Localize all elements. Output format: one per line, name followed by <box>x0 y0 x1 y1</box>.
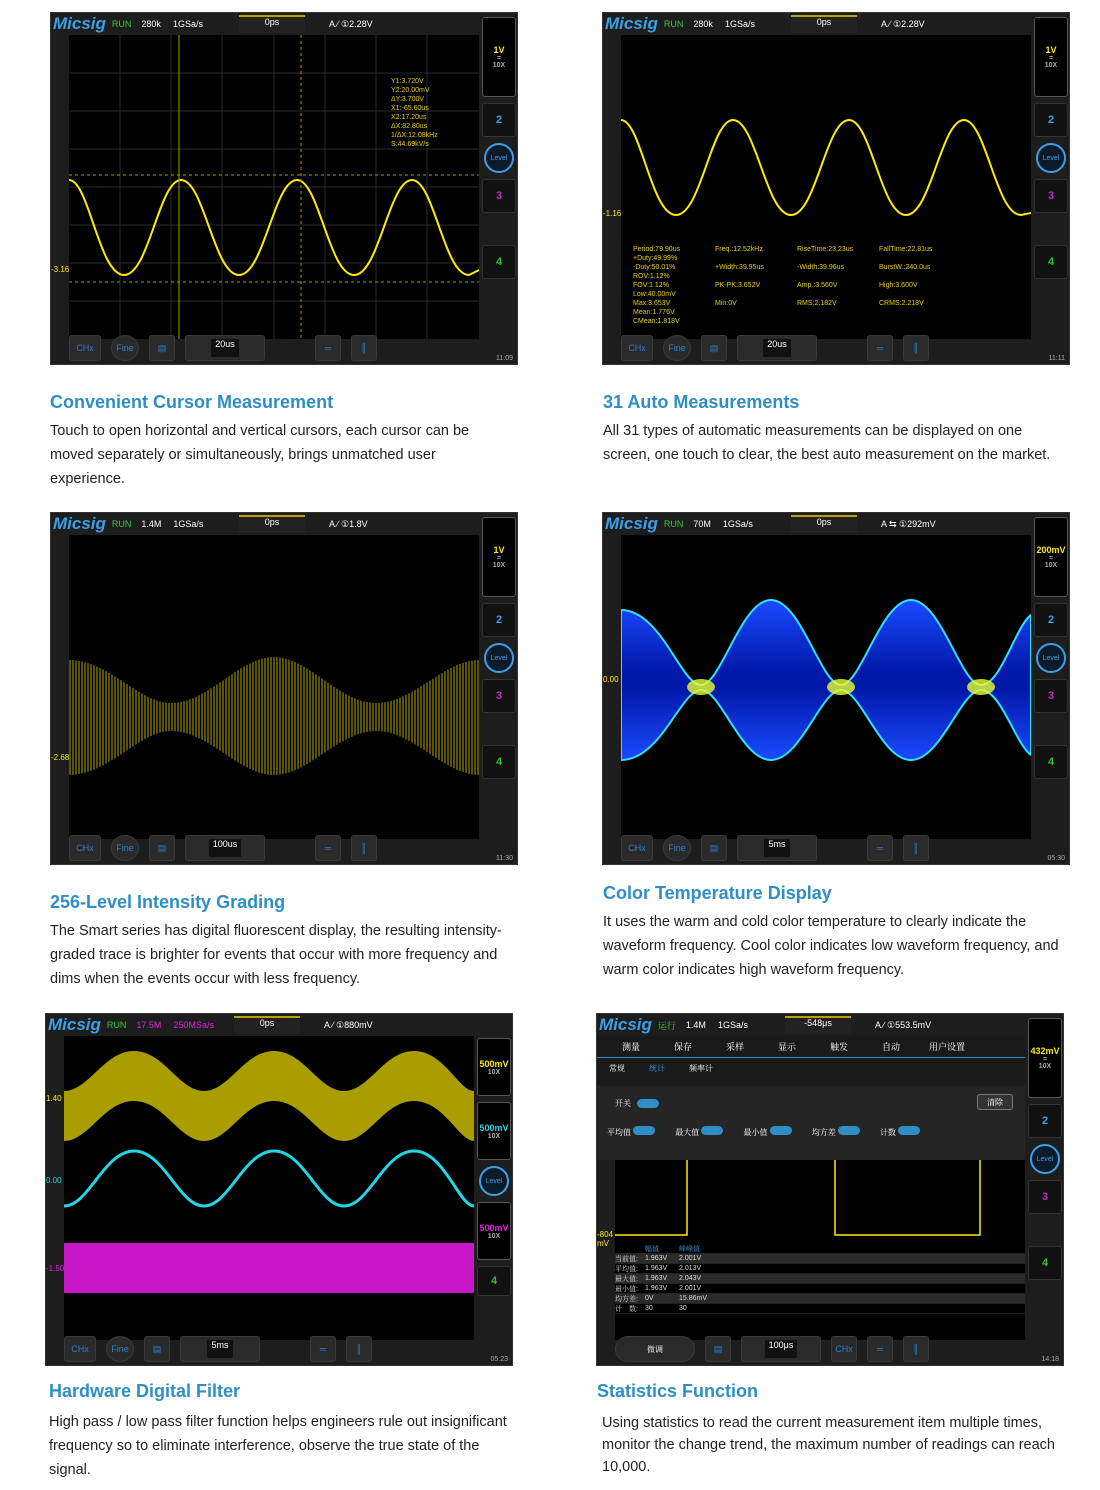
clock: 14:18 <box>1041 1356 1059 1363</box>
table-row <box>615 1254 1025 1264</box>
table-cell: 2.001V <box>679 1285 702 1292</box>
measurement-item: High:3.600V <box>879 282 918 289</box>
measurement-item: Period:79.90us <box>633 246 681 253</box>
menu-tab[interactable]: 采样 <box>725 1042 744 1052</box>
sample-rate: 1GSa/s <box>172 19 203 29</box>
ch1-scale-button[interactable] <box>477 1038 511 1096</box>
waveform-display[interactable] <box>69 535 479 839</box>
time-position[interactable]: -548μs <box>785 1016 851 1034</box>
measurement-panel[interactable] <box>633 245 1031 326</box>
table-header: 幅值 <box>645 1245 659 1253</box>
feature-desc-stats: Using statistics to read the current measurement item multiple times, monitor the change trend, the maximum number of readings can reach 10,000. <box>602 1415 1055 1475</box>
ch4-button[interactable]: 4 <box>477 1266 511 1296</box>
vertical-cursor-icon[interactable]: ║ <box>903 335 929 361</box>
timebase-value: 20us <box>211 339 239 357</box>
waveform-display[interactable] <box>615 1160 1025 1340</box>
trigger-setting[interactable]: A ⇆ ①292mV <box>881 519 936 529</box>
vertical-cursor-icon[interactable]: ║ <box>903 1336 929 1362</box>
brand-logo: Micsig <box>48 1015 101 1034</box>
chx-button[interactable]: CHx <box>69 835 101 861</box>
fine-button[interactable]: Fine <box>663 335 691 361</box>
timebase-value: 20us <box>763 339 791 357</box>
timebase-value: 100μs <box>765 1340 798 1358</box>
measurement-item: FOV:1.12% <box>633 282 669 289</box>
trigger-setting[interactable]: A ∕ ①553.5mV <box>875 1020 932 1030</box>
ch1-scale-button[interactable] <box>482 17 516 97</box>
scope-topbar <box>603 13 767 35</box>
bottom-toolbar <box>51 830 377 865</box>
horizontal-cursor-icon[interactable]: ═ <box>315 335 341 361</box>
bottom-toolbar <box>51 330 377 365</box>
waveform-display[interactable] <box>621 535 1031 839</box>
ch2-scale: 500mV <box>479 1122 509 1133</box>
channel-sidebar <box>1027 1014 1063 1280</box>
stats-toggle-min[interactable] <box>743 1126 791 1138</box>
measurement-item: ROV:1.12% <box>633 273 670 280</box>
ch3-button[interactable]: 3 <box>1028 1180 1062 1214</box>
time-position[interactable]: 0ps <box>791 15 857 33</box>
ch1-color-envelope <box>621 600 1031 760</box>
save-icon[interactable]: ▤ <box>149 835 175 861</box>
measurement-item: Amp.:3.560V <box>797 282 838 289</box>
warm-node <box>827 679 855 695</box>
feature-desc-auto: All 31 types of automatic measurements can be displayed on one screen, one touch to clear, the best auto measurement on the market. <box>603 423 1051 463</box>
ch2-offset-marker[interactable]: 0.00 <box>46 1176 62 1185</box>
toggle-label: 计数 <box>879 1128 896 1137</box>
clock: 11:11 <box>1048 355 1065 362</box>
ch1-coupling: = <box>1048 555 1054 562</box>
table-row <box>615 1274 1025 1284</box>
feature-heading-auto: 31 Auto Measurements <box>603 392 800 412</box>
cursor-readout-line: S:44.69kV/s <box>391 141 429 148</box>
table-cell: 平均值: <box>615 1265 638 1273</box>
measurement-item: +Duty:49.99% <box>633 255 678 262</box>
toggle-label: 平均值 <box>607 1128 631 1137</box>
toggle-label: 最小值 <box>743 1128 768 1137</box>
sample-rate: 1GSa/s <box>722 519 753 529</box>
ch1-scale-button[interactable] <box>482 517 516 597</box>
run-status[interactable]: RUN <box>663 19 684 29</box>
memory-depth[interactable]: 17.5M <box>136 1020 162 1030</box>
ch1-scale: 1V <box>493 545 505 555</box>
ch2-button[interactable]: 2 <box>1034 603 1068 637</box>
ch1-intensity-envelope <box>69 657 479 775</box>
fine-adjust-control[interactable] <box>615 1336 695 1362</box>
timebase-control[interactable] <box>737 835 817 861</box>
sub-tabs <box>597 1058 1025 1078</box>
ch3-scale-button[interactable] <box>477 1202 511 1260</box>
scope-screenshot-stats <box>596 1013 1064 1366</box>
table-cell: 2.001V <box>679 1255 702 1262</box>
ch2-button[interactable]: 2 <box>1028 1104 1062 1138</box>
feature-heading-intensity: 256-Level Intensity Grading <box>50 892 286 912</box>
clear-button[interactable]: 清除 <box>977 1094 1013 1110</box>
toggle-icon[interactable] <box>701 1126 723 1135</box>
channel-sidebar <box>1033 13 1069 279</box>
measurement-item: Max:3.653V <box>633 300 671 307</box>
feature-desc-filter: High pass / low pass filter function helps engineers rule out insignificant frequency so to eliminate interference, observe the true state of the signal. <box>49 1414 507 1478</box>
measurement-item: Freq.:12.52kHz <box>715 246 763 253</box>
clock: 05:23 <box>490 1356 508 1363</box>
feature-heading-cursor: Convenient Cursor Measurement <box>50 392 334 412</box>
scope-screenshot-filter <box>45 1013 513 1366</box>
trigger-setting[interactable]: A ∕ ①880mV <box>324 1020 373 1030</box>
bottom-toolbar <box>46 1331 372 1366</box>
measurement-item: BurstW.:240.0us <box>879 264 931 271</box>
ch2-trace <box>64 1151 474 1206</box>
warm-node <box>967 679 995 695</box>
ch2-button[interactable]: 2 <box>482 603 516 637</box>
table-row <box>615 1284 1025 1294</box>
memory-depth[interactable]: 1.4M <box>685 1020 706 1030</box>
timebase-control[interactable] <box>185 835 265 861</box>
horizontal-cursor-icon[interactable]: ═ <box>867 835 893 861</box>
chx-button[interactable]: CHx <box>621 835 653 861</box>
ch1-scale-button[interactable] <box>1028 1018 1062 1098</box>
stats-table-header <box>615 1244 1025 1254</box>
level-button[interactable]: Level <box>1036 143 1066 173</box>
table-cell: 1.963V <box>645 1275 668 1282</box>
timebase-control[interactable] <box>185 335 265 361</box>
ch1-offset-marker[interactable]: -804 mV <box>597 1230 614 1248</box>
stats-toggle-max[interactable] <box>675 1126 723 1138</box>
memory-depth[interactable]: 280k <box>693 19 713 29</box>
ch1-coupling: = <box>1048 55 1054 62</box>
toggle-label: 均方差 <box>811 1128 836 1137</box>
scope-screenshot-cursor <box>50 12 518 365</box>
cursor-readout-line: X2:17.20us <box>391 114 427 121</box>
sample-rate: 1GSa/s <box>717 1020 748 1030</box>
ch1-scale: 500mV <box>479 1058 509 1069</box>
feature-heading-stats: Statistics Function <box>597 1381 759 1401</box>
measure-menu <box>597 1036 1025 1160</box>
ch3-probe: 10X <box>487 1232 501 1240</box>
timebase-value: 5ms <box>207 1340 232 1358</box>
toggle-icon[interactable] <box>637 1099 659 1108</box>
table-cell: 最小值: <box>615 1285 638 1293</box>
waveform-svg <box>69 535 479 839</box>
sub-tab[interactable]: 频率计 <box>689 1063 713 1073</box>
run-status[interactable]: RUN <box>663 519 684 529</box>
measurement-item: RMS:2.182V <box>797 300 837 307</box>
table-cell: 计 数: <box>615 1305 638 1313</box>
ch1-offset-marker[interactable]: 0.00 <box>603 675 619 684</box>
cursor-readout-line: ΔX:82.80us <box>391 123 428 130</box>
bottom-toolbar <box>603 830 929 865</box>
fine-adjust-label: 微调 <box>647 1344 663 1354</box>
ch1-offset-marker[interactable]: -1.16 <box>603 209 622 218</box>
save-icon[interactable]: ▤ <box>144 1336 170 1362</box>
ch3-button[interactable]: 3 <box>482 679 516 713</box>
sub-tab[interactable]: 常规 <box>609 1063 625 1073</box>
ch2-button[interactable]: 2 <box>1034 103 1068 137</box>
vertical-cursor-icon[interactable]: ║ <box>903 835 929 861</box>
measurement-item: Low:40.00mV <box>633 291 676 298</box>
toggle-icon[interactable] <box>898 1126 920 1135</box>
brand-logo: Micsig <box>605 514 658 533</box>
menu-tab[interactable]: 自动 <box>881 1042 900 1052</box>
level-button[interactable]: Level <box>484 643 514 673</box>
waveform-display[interactable] <box>64 1036 474 1340</box>
ch1-scale: 200mV <box>1036 545 1066 555</box>
run-status[interactable]: 运行 <box>657 1020 676 1031</box>
menu-tabs <box>597 1036 1025 1058</box>
table-cell: 当前值: <box>615 1255 638 1263</box>
timebase-value: 100us <box>209 839 242 857</box>
horizontal-cursor-icon[interactable]: ═ <box>310 1336 336 1362</box>
timebase-control[interactable] <box>741 1336 821 1362</box>
ch1-probe: 10X <box>492 62 506 69</box>
ch3-scale: 500mV <box>479 1222 509 1233</box>
scope-screenshot-color <box>602 512 1070 865</box>
waveform-svg <box>64 1036 474 1340</box>
ch4-button[interactable]: 4 <box>1034 245 1068 279</box>
ch1-pulse-trace <box>615 1160 980 1235</box>
scope-topbar <box>597 1014 760 1036</box>
trigger-setting[interactable]: A ∕ ①2.28V <box>329 19 373 29</box>
menu-tab[interactable]: 触发 <box>829 1042 848 1052</box>
measurement-row <box>633 245 1031 263</box>
ch1-probe: 10X <box>1044 62 1058 69</box>
feature-desc-intensity: The Smart series has digital fluorescent display, the resulting intensity-graded trace is brighter for events that occur with more frequency and dims when the events occur with less frequency. <box>50 923 502 987</box>
scope-topbar <box>51 513 215 535</box>
stats-switch[interactable] <box>615 1098 659 1109</box>
cursor-readout <box>391 77 438 149</box>
ch1-coupling: = <box>496 55 502 62</box>
measurement-row <box>633 299 1031 317</box>
ch1-coupling: = <box>496 555 502 562</box>
channel-sidebar <box>481 513 517 779</box>
ch3-offset-marker[interactable]: -1.50 <box>46 1264 65 1273</box>
brand-logo: Micsig <box>53 514 106 533</box>
level-button[interactable]: Level <box>1036 643 1066 673</box>
table-cell: 30 <box>645 1305 653 1312</box>
scope-screenshot-auto <box>602 12 1070 365</box>
ch1-offset-marker[interactable]: 1.40 <box>46 1094 62 1103</box>
stats-toggle-mean[interactable] <box>607 1126 655 1138</box>
time-position[interactable]: 0ps <box>234 1016 300 1034</box>
time-position[interactable]: 0ps <box>239 15 305 33</box>
chx-button[interactable]: CHx <box>621 335 653 361</box>
ch3-band <box>64 1243 474 1293</box>
run-status[interactable]: RUN <box>106 1020 127 1030</box>
trigger-setting[interactable]: A ∕ ①2.28V <box>881 19 925 29</box>
scope-topbar <box>51 13 215 35</box>
time-position[interactable]: 0ps <box>791 515 857 533</box>
horizontal-cursor-icon[interactable]: ═ <box>867 335 893 361</box>
ch3-button[interactable]: 3 <box>1034 179 1068 213</box>
scope-topbar <box>46 1014 226 1036</box>
scope-screenshot-intensity <box>50 512 518 865</box>
stats-switch-label: 开关 <box>615 1099 631 1108</box>
table-cell: 1.963V <box>645 1265 668 1272</box>
ch1-offset-marker[interactable]: -2.68 <box>51 753 70 762</box>
ch1-scale: 1V <box>493 45 505 55</box>
ch3-button[interactable]: 3 <box>482 179 516 213</box>
measurement-row <box>633 317 1031 326</box>
sample-rate: 250MSa/s <box>173 1020 214 1030</box>
toggle-icon[interactable] <box>770 1126 792 1135</box>
measurement-row <box>633 263 1031 281</box>
measurement-item: RiseTime:23.23us <box>797 246 854 253</box>
menu-tab[interactable]: 保存 <box>673 1042 692 1052</box>
stats-toggle-stddev[interactable] <box>812 1126 860 1138</box>
chx-button[interactable]: CHx <box>831 1336 857 1362</box>
measurement-item: Min:0V <box>715 300 737 307</box>
level-button[interactable]: Level <box>484 143 514 173</box>
brand-logo: Micsig <box>605 14 658 33</box>
channel-sidebar <box>1033 513 1069 779</box>
ch1-probe: 10X <box>1038 1063 1052 1070</box>
save-icon[interactable]: ▤ <box>701 335 727 361</box>
cursor-readout-line: ΔY:3.700V <box>391 96 425 103</box>
stats-toggles <box>607 1126 920 1138</box>
fine-button[interactable]: Fine <box>663 835 691 861</box>
table-cell: 0V <box>645 1295 654 1302</box>
vertical-cursor-icon[interactable]: ║ <box>351 835 377 861</box>
feature-heading-filter: Hardware Digital Filter <box>49 1381 241 1401</box>
ch4-button[interactable]: 4 <box>1034 745 1068 779</box>
run-status[interactable]: RUN <box>111 19 132 29</box>
ch1-coupling: = <box>1042 1056 1048 1063</box>
feature-desc-cursor: Touch to open horizontal and vertical cursors, each cursor can be moved separately or simultaneously, brings unmatched user experience. <box>50 423 470 487</box>
horizontal-cursor-icon[interactable]: ═ <box>867 1336 893 1362</box>
ch4-button[interactable]: 4 <box>482 745 516 779</box>
toggle-icon[interactable] <box>838 1126 860 1135</box>
chx-button[interactable]: CHx <box>69 335 101 361</box>
measurement-item: FallTime:22.81us <box>879 246 933 253</box>
menu-tab[interactable]: 显示 <box>777 1042 796 1052</box>
waveform-display[interactable] <box>621 35 1031 339</box>
clock: 11:09 <box>496 355 513 362</box>
sample-rate: 1GSa/s <box>173 519 204 529</box>
scope-topbar <box>603 513 765 535</box>
table-row <box>615 1304 1025 1314</box>
table-cell: 最大值: <box>615 1275 638 1283</box>
cursor-readout-line: 1/ΔX:12.08kHz <box>391 132 438 139</box>
vertical-cursor-icon[interactable]: ║ <box>346 1336 372 1362</box>
save-icon[interactable]: ▤ <box>701 835 727 861</box>
measurement-item: Mean:1.776V <box>633 309 675 316</box>
horizontal-cursor-icon[interactable]: ═ <box>315 835 341 861</box>
table-cell: 均方差: <box>615 1295 638 1303</box>
table-cell: 30 <box>679 1305 687 1312</box>
table-cell: 1.963V <box>645 1285 668 1292</box>
level-button[interactable]: Level <box>479 1166 509 1196</box>
table-cell: 1.963V <box>645 1255 668 1262</box>
ch1-trace <box>621 120 1031 215</box>
bottom-toolbar <box>603 330 929 365</box>
menu-tab[interactable]: 测量 <box>621 1042 640 1052</box>
ch1-probe: 10X <box>487 1068 501 1076</box>
measurement-item: -Duty:50.01% <box>633 264 676 271</box>
measurement-item: +Width:39.95us <box>715 264 764 271</box>
measurement-item: -Width:39.96us <box>797 264 845 271</box>
brand-logo: Micsig <box>599 1015 652 1034</box>
ch4-button[interactable]: 4 <box>1028 1246 1062 1280</box>
sub-tab-active[interactable]: 统计 <box>649 1063 665 1073</box>
ch2-button[interactable]: 2 <box>482 103 516 137</box>
channel-sidebar <box>476 1014 512 1296</box>
measurement-item: PK-PK:3.652V <box>715 282 761 289</box>
toggle-icon[interactable] <box>633 1126 655 1135</box>
run-status[interactable]: RUN <box>111 519 132 529</box>
ch2-scale-button[interactable] <box>477 1102 511 1160</box>
warm-node <box>687 679 715 695</box>
ch1-scale: 1V <box>1045 45 1057 55</box>
table-cell: 2.013V <box>679 1265 702 1272</box>
bottom-toolbar <box>597 1331 929 1366</box>
fine-button[interactable]: Fine <box>111 835 139 861</box>
ch3-button[interactable]: 3 <box>1034 679 1068 713</box>
ch1-probe: 10X <box>1044 562 1058 569</box>
save-icon[interactable]: ▤ <box>149 335 175 361</box>
cursor-readout-line: Y1:3.720V <box>391 78 424 85</box>
waveform-display[interactable] <box>69 35 479 339</box>
memory-depth[interactable]: 1.4M <box>141 519 162 529</box>
measurement-item: CRMS:2.218V <box>879 300 924 307</box>
ch1-offset-marker[interactable]: -3.16 <box>51 265 70 274</box>
feature-heading-color: Color Temperature Display <box>603 883 832 903</box>
timebase-control[interactable] <box>737 335 817 361</box>
stats-toggle-count[interactable] <box>880 1126 920 1138</box>
clock: 11:30 <box>496 855 513 862</box>
measurement-row <box>633 281 1031 299</box>
ch4-button[interactable]: 4 <box>482 245 516 279</box>
fine-button[interactable]: Fine <box>111 335 139 361</box>
chx-button[interactable]: CHx <box>64 1336 96 1362</box>
save-icon[interactable]: ▤ <box>705 1336 731 1362</box>
brand-logo: Micsig <box>53 14 106 33</box>
memory-depth[interactable]: 70M <box>693 519 711 529</box>
table-row <box>615 1264 1025 1274</box>
timebase-control[interactable] <box>180 1336 260 1362</box>
trigger-setting[interactable]: A ∕ ①1.8V <box>329 519 368 529</box>
stats-table <box>615 1244 1025 1314</box>
feature-desc-color: It uses the warm and cold color temperature to clearly indicate the waveform frequency. Cool color indicates low waveform frequency, and warm color indicates high waveform frequency. <box>603 914 1059 978</box>
ch1-scale-button[interactable] <box>1034 17 1068 97</box>
ch1-scale-button[interactable] <box>1034 517 1068 597</box>
sample-rate: 1GSa/s <box>724 19 755 29</box>
vertical-cursor-icon[interactable]: ║ <box>351 335 377 361</box>
table-cell: 2.043V <box>679 1275 702 1282</box>
waveform-svg <box>621 535 1031 839</box>
table-cell: 15.86mV <box>679 1295 708 1302</box>
table-row <box>615 1294 1025 1304</box>
cursor-readout-line: X1:-65.60us <box>391 105 429 112</box>
channel-sidebar <box>481 13 517 279</box>
ch1-probe: 10X <box>492 562 506 569</box>
cursor-readout-line: Y2:20.00mV <box>391 87 430 94</box>
menu-tab[interactable]: 用户设置 <box>928 1042 965 1052</box>
toggle-label: 最大值 <box>675 1128 700 1137</box>
timebase-value: 5ms <box>764 839 789 857</box>
table-header: 峰峰值 <box>679 1245 700 1253</box>
time-position[interactable]: 0ps <box>239 515 305 533</box>
level-button[interactable]: Level <box>1030 1144 1060 1174</box>
measurement-item: CMean:1.818V <box>633 318 680 325</box>
memory-depth[interactable]: 280k <box>141 19 161 29</box>
ch2-probe: 10X <box>487 1132 501 1140</box>
ch1-scale: 432mV <box>1030 1046 1060 1056</box>
fine-button[interactable]: Fine <box>106 1336 134 1362</box>
clock: 05:30 <box>1047 855 1065 862</box>
ch1-filtered-band <box>64 1051 474 1141</box>
